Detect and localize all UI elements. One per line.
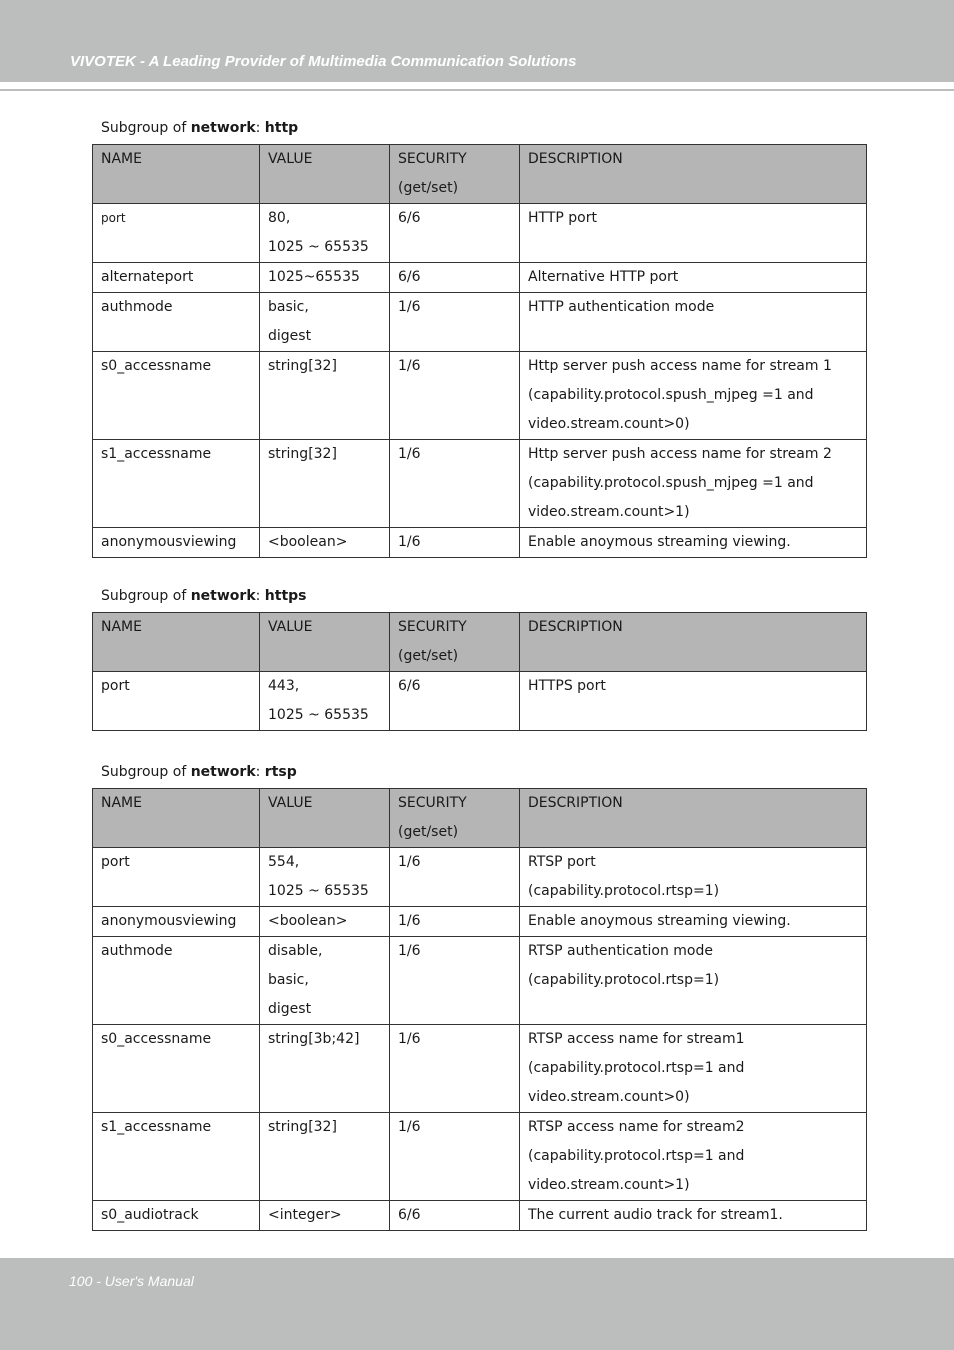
page-header (0, 0, 954, 82)
param-description-line: Http server push access name for stream 1 (528, 358, 832, 374)
param-security: 1/6 (398, 854, 421, 870)
table-row (93, 1025, 867, 1113)
table-row (93, 1201, 867, 1231)
param-value-line: <boolean> (268, 913, 348, 929)
col-header-security: SECURITY (398, 795, 467, 811)
param-description-line: RTSP port (528, 854, 596, 870)
param-value-cell (260, 528, 390, 558)
param-description-line: RTSP authentication mode (528, 943, 713, 959)
param-security: 6/6 (398, 210, 421, 226)
param-name-cell (93, 204, 260, 263)
param-description-cell (520, 907, 867, 937)
section-caption-https (101, 588, 307, 604)
param-description-line: The current audio track for stream1. (528, 1207, 783, 1223)
caption-prefix: Subgroup of (101, 588, 191, 604)
table-row (93, 907, 867, 937)
param-security: 1/6 (398, 299, 421, 315)
header-divider (0, 89, 954, 91)
col-header-name: NAME (101, 619, 142, 635)
param-security: 1/6 (398, 1031, 421, 1047)
header-cell (260, 613, 390, 672)
param-description-cell (520, 263, 867, 293)
param-name-cell (93, 263, 260, 293)
param-name-cell (93, 937, 260, 1025)
table-row (93, 528, 867, 558)
param-value-cell (260, 1025, 390, 1113)
header-cell (93, 145, 260, 204)
param-name: alternateport (101, 269, 194, 285)
param-value-cell (260, 1201, 390, 1231)
param-description-cell (520, 204, 867, 263)
param-description-line: (capability.protocol.spush_mjpeg =1 and (528, 387, 814, 403)
param-security-cell (390, 204, 520, 263)
param-description-cell (520, 848, 867, 907)
table-row (93, 293, 867, 352)
param-description-cell (520, 1113, 867, 1201)
param-name-cell (93, 672, 260, 731)
param-name-cell (93, 907, 260, 937)
caption-subgroup: https (264, 588, 307, 604)
param-description-line: HTTP authentication mode (528, 299, 715, 315)
param-value-cell (260, 672, 390, 731)
col-header-description: DESCRIPTION (528, 619, 623, 635)
param-value-line: digest (268, 1001, 312, 1017)
param-name: s1_accessname (101, 1119, 212, 1135)
param-name-cell (93, 1201, 260, 1231)
param-description-cell (520, 672, 867, 731)
param-description-cell (520, 1201, 867, 1231)
param-value-cell (260, 352, 390, 440)
param-value-line: 1025~65535 (268, 269, 360, 285)
param-name-cell (93, 440, 260, 528)
col-header-description: DESCRIPTION (528, 795, 623, 811)
parameter-table-https (92, 612, 867, 731)
param-value-line: 443, (268, 678, 300, 694)
param-name: s0_accessname (101, 1031, 212, 1047)
col-header-security: SECURITY (398, 619, 467, 635)
page-footer (0, 1258, 954, 1350)
param-security-cell (390, 672, 520, 731)
parameter-table-rtsp (92, 788, 867, 1231)
param-security: 1/6 (398, 358, 421, 374)
param-security: 6/6 (398, 269, 421, 285)
col-header-name: NAME (101, 795, 142, 811)
param-value-line: string[3b;42] (268, 1031, 360, 1047)
param-value-line: 1025 ~ 65535 (268, 883, 369, 899)
param-description-line: RTSP access name for stream1 (528, 1031, 745, 1047)
param-description-line: Enable anoymous streaming viewing. (528, 534, 791, 550)
caption-separator: : (255, 588, 265, 604)
param-security: 1/6 (398, 1119, 421, 1135)
param-security: 1/6 (398, 534, 421, 550)
table-row (93, 352, 867, 440)
caption-separator: : (255, 120, 265, 136)
param-value-line: <integer> (268, 1207, 342, 1223)
param-description-cell (520, 937, 867, 1025)
parameter-table-http (92, 144, 867, 558)
header-cell (520, 789, 867, 848)
param-name: port (101, 211, 126, 225)
param-description-cell (520, 528, 867, 558)
header-cell (390, 789, 520, 848)
header-cell (93, 613, 260, 672)
param-value-cell (260, 907, 390, 937)
header-cell (520, 145, 867, 204)
param-security: 1/6 (398, 913, 421, 929)
param-description-line: (capability.protocol.rtsp=1) (528, 972, 720, 988)
param-security-cell (390, 263, 520, 293)
table-row (93, 440, 867, 528)
col-header-value: VALUE (268, 619, 313, 635)
header-cell (520, 613, 867, 672)
param-description-line: (capability.protocol.spush_mjpeg =1 and (528, 475, 814, 491)
param-security: 1/6 (398, 446, 421, 462)
param-value-line: string[32] (268, 358, 337, 374)
param-name: anonymousviewing (101, 534, 237, 550)
param-description-line: (capability.protocol.rtsp=1 and (528, 1148, 745, 1164)
param-description-line: Http server push access name for stream 2 (528, 446, 832, 462)
caption-group: network (190, 120, 256, 136)
param-description-cell (520, 352, 867, 440)
param-description-line: (capability.protocol.rtsp=1 and (528, 1060, 745, 1076)
param-value-cell (260, 263, 390, 293)
param-value-line: string[32] (268, 446, 337, 462)
param-description-cell (520, 293, 867, 352)
param-security-cell (390, 293, 520, 352)
param-description-line: HTTPS port (528, 678, 606, 694)
table-row (93, 937, 867, 1025)
param-security-cell (390, 937, 520, 1025)
param-security-cell (390, 1025, 520, 1113)
param-value-cell (260, 1113, 390, 1201)
param-security-cell (390, 528, 520, 558)
col-header-security-mode: (get/set) (398, 824, 459, 840)
param-name-cell (93, 352, 260, 440)
param-security-cell (390, 352, 520, 440)
col-header-security-mode: (get/set) (398, 180, 459, 196)
header-cell (260, 145, 390, 204)
table-row (93, 672, 867, 731)
footer-page-label: 100 - User's Manual (69, 1273, 194, 1289)
param-name-cell (93, 528, 260, 558)
param-value-cell (260, 293, 390, 352)
caption-separator: : (255, 764, 265, 780)
param-description-cell (520, 440, 867, 528)
param-value-line: 1025 ~ 65535 (268, 707, 369, 723)
caption-subgroup: http (264, 120, 299, 136)
param-security-cell (390, 1113, 520, 1201)
param-name-cell (93, 1025, 260, 1113)
col-header-value: VALUE (268, 151, 313, 167)
param-name: authmode (101, 943, 173, 959)
param-description-line: video.stream.count>1) (528, 1177, 690, 1193)
param-name: authmode (101, 299, 173, 315)
param-security-cell (390, 440, 520, 528)
param-value-line: 554, (268, 854, 300, 870)
param-value-line: disable, (268, 943, 323, 959)
section-caption-http (101, 120, 298, 136)
section-caption-rtsp (101, 764, 297, 780)
caption-group: network (190, 588, 256, 604)
table-header-row (93, 613, 867, 672)
param-security-cell (390, 848, 520, 907)
param-name-cell (93, 848, 260, 907)
param-security: 6/6 (398, 678, 421, 694)
header-cell (390, 145, 520, 204)
param-description-line: video.stream.count>0) (528, 416, 690, 432)
param-value-line: basic, (268, 972, 309, 988)
param-name: port (101, 678, 130, 694)
param-name: s0_audiotrack (101, 1207, 199, 1223)
col-header-name: NAME (101, 151, 142, 167)
table-header-row (93, 145, 867, 204)
caption-subgroup: rtsp (264, 764, 297, 780)
col-header-security-mode: (get/set) (398, 648, 459, 664)
caption-group: network (190, 764, 256, 780)
param-name: s0_accessname (101, 358, 212, 374)
param-description-line: Alternative HTTP port (528, 269, 679, 285)
param-name-cell (93, 1113, 260, 1201)
param-name: anonymousviewing (101, 913, 237, 929)
table-row (93, 1113, 867, 1201)
param-security: 1/6 (398, 943, 421, 959)
caption-prefix: Subgroup of (101, 764, 191, 780)
param-name: s1_accessname (101, 446, 212, 462)
param-security-cell (390, 907, 520, 937)
table-row (93, 263, 867, 293)
table-row (93, 848, 867, 907)
param-value-line: <boolean> (268, 534, 348, 550)
param-description-line: HTTP port (528, 210, 597, 226)
param-description-line: Enable anoymous streaming viewing. (528, 913, 791, 929)
param-value-line: 80, (268, 210, 291, 226)
param-name-cell (93, 293, 260, 352)
table-header-row (93, 789, 867, 848)
param-description-line: video.stream.count>1) (528, 504, 690, 520)
header-cell (93, 789, 260, 848)
param-value-line: digest (268, 328, 312, 344)
param-value-cell (260, 848, 390, 907)
col-header-security: SECURITY (398, 151, 467, 167)
param-description-cell (520, 1025, 867, 1113)
param-value-line: 1025 ~ 65535 (268, 239, 369, 255)
param-value-cell (260, 440, 390, 528)
col-header-value: VALUE (268, 795, 313, 811)
table-row (93, 204, 867, 263)
param-value-cell (260, 204, 390, 263)
header-cell (390, 613, 520, 672)
param-value-line: string[32] (268, 1119, 337, 1135)
header-cell (260, 789, 390, 848)
param-description-line: video.stream.count>0) (528, 1089, 690, 1105)
param-security-cell (390, 1201, 520, 1231)
col-header-description: DESCRIPTION (528, 151, 623, 167)
caption-prefix: Subgroup of (101, 120, 191, 136)
param-description-line: RTSP access name for stream2 (528, 1119, 745, 1135)
param-name: port (101, 854, 130, 870)
header-title: VIVOTEK - A Leading Provider of Multimedia Communication Solutions (70, 53, 577, 70)
param-description-line: (capability.protocol.rtsp=1) (528, 883, 720, 899)
param-value-cell (260, 937, 390, 1025)
param-value-line: basic, (268, 299, 309, 315)
param-security: 6/6 (398, 1207, 421, 1223)
